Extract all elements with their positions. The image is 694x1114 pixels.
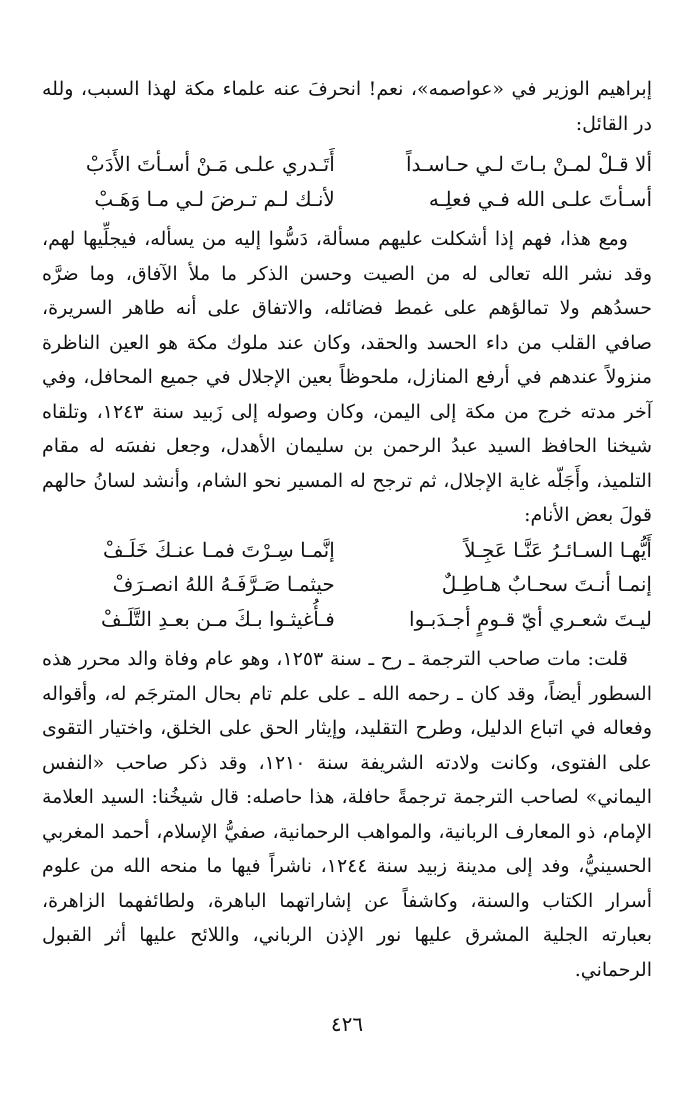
page-number: ٤٢٦ (330, 1012, 364, 1036)
page-body (42, 72, 652, 987)
poem-1 (42, 147, 652, 216)
verse-second-hemistich: فـأُغيثـوا بـكَ مـن بعـدِ التَّلَـفْ (101, 606, 335, 631)
verse-second-hemistich: حيثمـا صَـرَّفَـهُ اللهُ انصـرَفْ (112, 572, 335, 596)
verse (42, 602, 652, 637)
verse-first-hemistich: ألا قـلْ لمـنْ بـاتَ لـي حـاسـداً (405, 152, 652, 176)
verse-second-hemistich: أَتَـدري علـى مَـنْ أسـأتَ الأَدَبْ (85, 152, 335, 176)
verse-first-hemistich: أسـأتَ علـى الله فـي فعلِـه (428, 186, 652, 211)
verse (42, 182, 652, 217)
verse (42, 147, 652, 182)
verse (42, 533, 652, 568)
verse-second-hemistich: إنَّمـا سِـرْتَ فمـا عنـكَ خَلَـفْ (102, 537, 335, 562)
verse-first-hemistich: إنمـا أنـتَ سحـابٌ هـاطِـلٌ (441, 572, 652, 596)
intro-paragraph: إبراهيم الوزير في «عواصمه»، نعم! انحرفَ عنه علماء مكة لهذا السبب، ولله در القائل: (42, 78, 652, 135)
verse-second-hemistich: لأنـك لـم تـرضَ لـي مـا وَهَـبْ (94, 186, 335, 211)
body-paragraph-2: قلت: مات صاحب الترجمة ـ رح ـ سنة ١٢٥٣، وهو عام وفاة والد محرر هذه السطور أيضاً، وقد كان ـ رحمه الله ـ على علم تام بحال المترجَم له، وأقواله وفعاله في اتباع الدليل، وطرح التقليد، وإيثار الحق على الخلق، واختيار التقوى على الفتوى، وكانت ولادته الشريفة سنة ١٢١٠، وقد ذكر صاحب «النفس اليماني» لصاحب الترجمة ترجمةً حافلة، هذا حاصله: قال شيخُنا: السيد العلامة الإمام، ذو المعارف الربانية، والمواهب الرحمانية، صفيُّ الإسلام، أحمد المغربي الحسينيُّ، وفد إلى مدينة زبيد سنة ١٢٤٤، ناشراً فيها ما منحه الله من علوم أسرار الكتاب والسنة، وكاشفاً عن إشاراتهما الباهرة، ولطائفهما الزاهرة، بعبارته الجلية المشرق عليها نور الإذن الرباني، واللائح عليها أثر القبول الرحماني. (42, 648, 652, 981)
verse-first-hemistich: ليـتَ شعـري أيّ قـومٍ أجـدَبـوا (409, 606, 652, 631)
body-paragraph-1: ومع هذا، فهم إذا أشكلت عليهم مسألة، دَسُّوا إليه من يسأله، فيجلِّيها لهم، وقد نشر الله تعالى له من الصيت وحسن الذكر ما ملأ الآفاق، وما ضرَّه حسدُهم ولا تمالؤهم على غمط فضائله، والاتفاق على أنه طاهر السريرة، صافي القلب من داء الحسد والحقد، وكان عند ملوك مكة هو العين الناظرة منزولاً عندهم في أرفع المنازل، ملحوظاً بعين الإجلال في جميع المحافل، وفي آخر مدته خرج من مكة إلى اليمن، وكان وصوله إلى زَبيد سنة ١٢٤٣، وتلقاه شيخنا الحافظ السيد عبدُ الرحمن بن سليمان الأهدل، وجعل نفسَه له مقام التلميذ، وأَجَلّه غاية الإجلال، ثم ترجح له المسير نحو الشام، وأنشد لسانُ حالهم قولَ بعض الأنام: (42, 228, 653, 526)
verse (42, 567, 652, 602)
verse-first-hemistich: أَيُّهـا السـائـرُ عَنَّـا عَجِـلاً (464, 537, 652, 562)
poem-2 (42, 533, 652, 637)
